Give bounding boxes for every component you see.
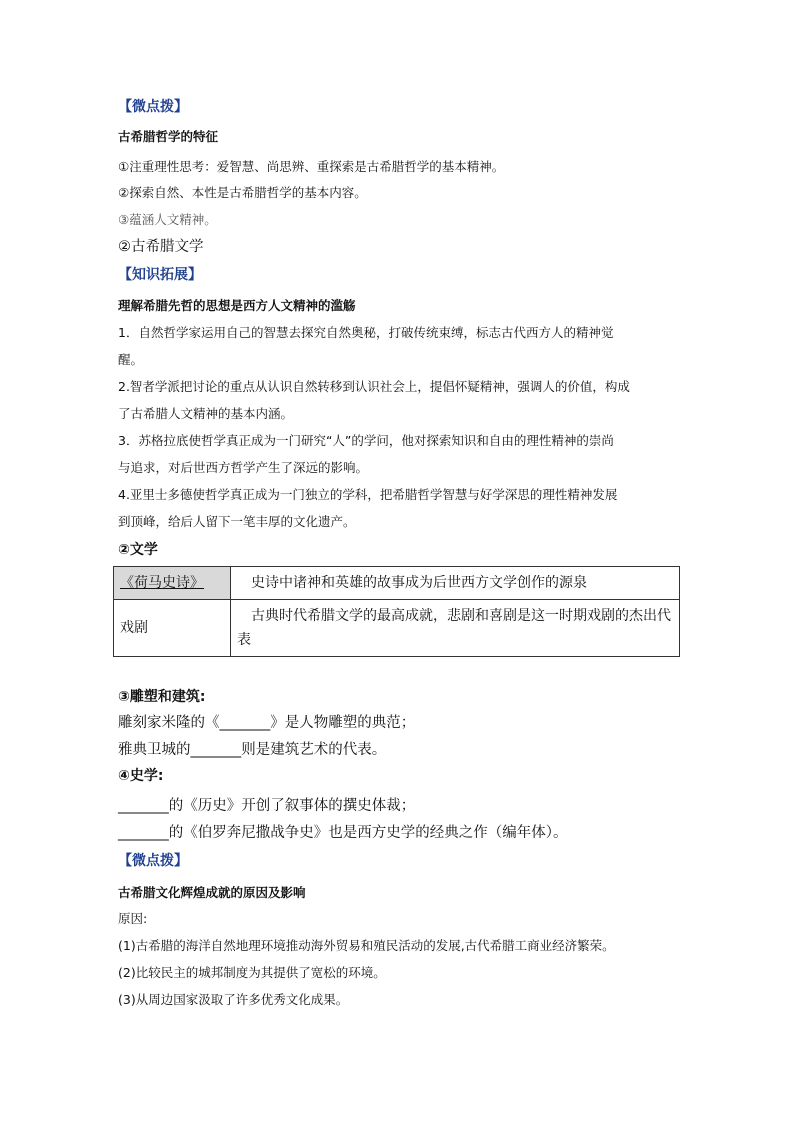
history-heading: ④史学: — [118, 768, 164, 784]
table-row — [114, 567, 680, 600]
extension-item-line: 醒。 — [118, 352, 144, 367]
table-row — [114, 600, 680, 657]
reason-label: 原因: — [118, 911, 148, 926]
sculpture-heading: ③雕塑和建筑: — [118, 689, 206, 705]
category-label: 《荷马史诗》 — [120, 575, 204, 591]
reason-item: (2)比较民主的城邦制度为其提供了宽松的环境。 — [118, 965, 386, 980]
architecture-line: 雅典卫城的_______则是建筑艺术的代表。 — [118, 742, 387, 758]
section-title-philosophy: 古希腊哲学的特征 — [118, 129, 219, 144]
section-heading-tip: 【微点拨】 — [118, 853, 188, 869]
extension-item-line: 2.智者学派把讨论的重点从认识自然转移到认识社会上，提倡怀疑精神，强调人的价值，构成 — [118, 379, 630, 394]
section-title-humanism: 理解希腊先哲的思想是西方人文精神的滥觞 — [118, 298, 356, 313]
description-text: 古典时代希腊文学的最高成就，悲剧和喜剧是这一时期戏剧的杰出代 — [251, 608, 671, 624]
reason-item: (3)从周边国家汲取了许多优秀文化成果。 — [118, 992, 349, 1007]
extension-item-line: 了古希腊人文精神的基本内涵。 — [118, 406, 294, 421]
history-line: _______的《伯罗奔尼撒战争史》也是西方史学的经典之作（编年体）。 — [118, 825, 568, 841]
table-cell-category — [114, 567, 231, 600]
extension-item-line: 3．苏格拉底使哲学真正成为一门研究“人”的学问，他对探索知识和自由的理性精神的崇尚 — [118, 433, 614, 448]
extension-item-line: 1．自然哲学家运用自己的智慧去探究自然奥秘，打破传统束缚，标志古代西方人的精神觉 — [118, 325, 614, 340]
table-cell-category — [114, 600, 231, 657]
philosophy-point: ③蕴涵人文精神。 — [118, 212, 217, 227]
literature-table — [113, 566, 680, 657]
reason-item: (1)古希腊的海洋自然地理环境推动海外贸易和殖民活动的发展,古代希腊工商业经济繁荣。 — [118, 938, 615, 953]
description-text: 史诗中诸神和英雄的故事成为后世西方文学创作的源泉 — [251, 575, 587, 591]
literature-subheading: ②古希腊文学 — [118, 239, 204, 255]
description-text: 表 — [237, 632, 251, 648]
history-line: _______的《历史》开创了叙事体的撰史体裁； — [118, 798, 416, 814]
table-cell-description — [231, 567, 680, 600]
category-label: 戏剧 — [120, 620, 148, 636]
section-title-causes: 古希腊文化辉煌成就的原因及影响 — [118, 885, 306, 900]
sculpture-line: 雕刻家米隆的《_______》是人物雕塑的典范； — [118, 715, 416, 731]
section-heading-extension: 【知识拓展】 — [118, 267, 202, 283]
extension-item-line: 与追求，对后世西方哲学产生了深远的影响。 — [118, 460, 369, 475]
extension-item-line: 到顶峰，给后人留下一笔丰厚的文化遗产。 — [118, 514, 356, 529]
literature-heading: ②文学 — [118, 542, 158, 558]
philosophy-point: ①注重理性思考：爱智慧、尚思辨、重探索是古希腊哲学的基本精神。 — [118, 159, 505, 174]
extension-item-line: 4.亚里士多德使哲学真正成为一门独立的学科，把希腊哲学智慧与好学深思的理性精神发展 — [118, 487, 618, 502]
philosophy-point: ②探索自然、本性是古希腊哲学的基本内容。 — [118, 185, 367, 200]
section-heading-tip: 【微点拨】 — [118, 99, 188, 115]
table-cell-description — [231, 600, 680, 657]
